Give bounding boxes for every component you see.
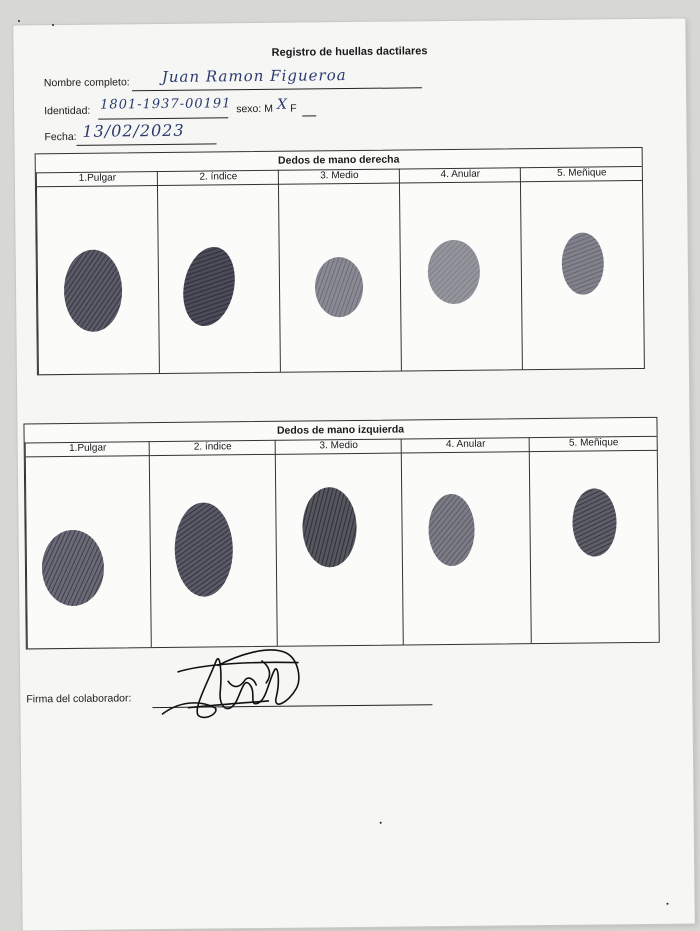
left-finger-cell-5: [529, 436, 660, 643]
fingerprint-right-ring: [427, 238, 482, 307]
form-title: Registro de huellas dactilares: [271, 45, 428, 59]
name-value: Juan Ramon Figueroa: [161, 66, 347, 86]
right-finger-label-5: 5. Meñique: [521, 166, 643, 182]
background-speck: [18, 20, 20, 22]
sex-f-label: F: [290, 102, 297, 115]
sex-label: sexo: M: [236, 102, 273, 116]
name-row: [44, 76, 130, 89]
left-finger-cell-3: [275, 438, 404, 645]
left-finger-label-2: 2. índice: [150, 440, 276, 456]
fingerprint-right-little: [559, 230, 606, 296]
name-underline: [132, 87, 422, 91]
right-finger-cell-2: [157, 170, 281, 373]
left-hand-table: [23, 417, 659, 650]
right-hand-table: [35, 147, 645, 375]
left-finger-label-5: 5. Meñique: [530, 436, 658, 452]
fingerprint-right-index: [181, 244, 238, 329]
left-finger-label-1: 1.Pulgar: [26, 441, 150, 457]
handwritten-signature: [158, 640, 309, 737]
left-finger-label-4: 4. Anular: [402, 437, 530, 453]
right-finger-label-2: 2. índice: [158, 170, 279, 186]
fingerprint-left-middle: [300, 485, 359, 570]
fingerprint-right-thumb: [62, 247, 125, 334]
background-speck: [52, 24, 54, 26]
signature-label: Firma del colaborador:: [26, 692, 132, 706]
left-hand-title: Dedos de mano izquierda: [24, 418, 656, 444]
id-value: 1801-1937-00191: [100, 96, 232, 113]
date-underline: [77, 143, 217, 145]
right-finger-label-1: 1.Pulgar: [37, 171, 158, 187]
fingerprint-right-middle: [314, 255, 365, 320]
right-finger-cell-5: [520, 166, 645, 369]
date-label: Fecha:: [44, 130, 77, 144]
sex-f-underline: [302, 115, 316, 116]
name-label: Nombre completo:: [43, 76, 130, 90]
right-finger-label-3: 3. Medio: [279, 169, 400, 185]
right-finger-cell-3: [278, 169, 402, 372]
left-finger-cell-4: [401, 437, 532, 644]
paper-speck: [667, 903, 669, 905]
paper-speck: [380, 822, 382, 824]
fingerprint-left-index: [172, 500, 235, 599]
fingerprint-left-little: [570, 486, 619, 558]
right-finger-cell-4: [399, 167, 523, 370]
left-finger-label-3: 3. Medio: [276, 438, 402, 454]
fingerprint-left-ring: [426, 492, 477, 569]
left-finger-cell-2: [149, 440, 278, 647]
fingerprint-form-sheet: [13, 19, 694, 931]
left-finger-cell-1: [25, 441, 152, 648]
id-row: [44, 105, 90, 117]
right-finger-label-4: 4. Anular: [400, 167, 521, 183]
fingerprint-left-thumb: [41, 528, 106, 609]
id-underline: [98, 117, 228, 119]
right-hand-title: Dedos de mano derecha: [36, 148, 642, 173]
date-row: [44, 131, 76, 143]
right-finger-cell-1: [36, 171, 160, 374]
date-value: 13/02/2023: [82, 120, 185, 141]
sex-mark: X: [277, 96, 289, 113]
id-label: Identidad:: [44, 104, 91, 118]
